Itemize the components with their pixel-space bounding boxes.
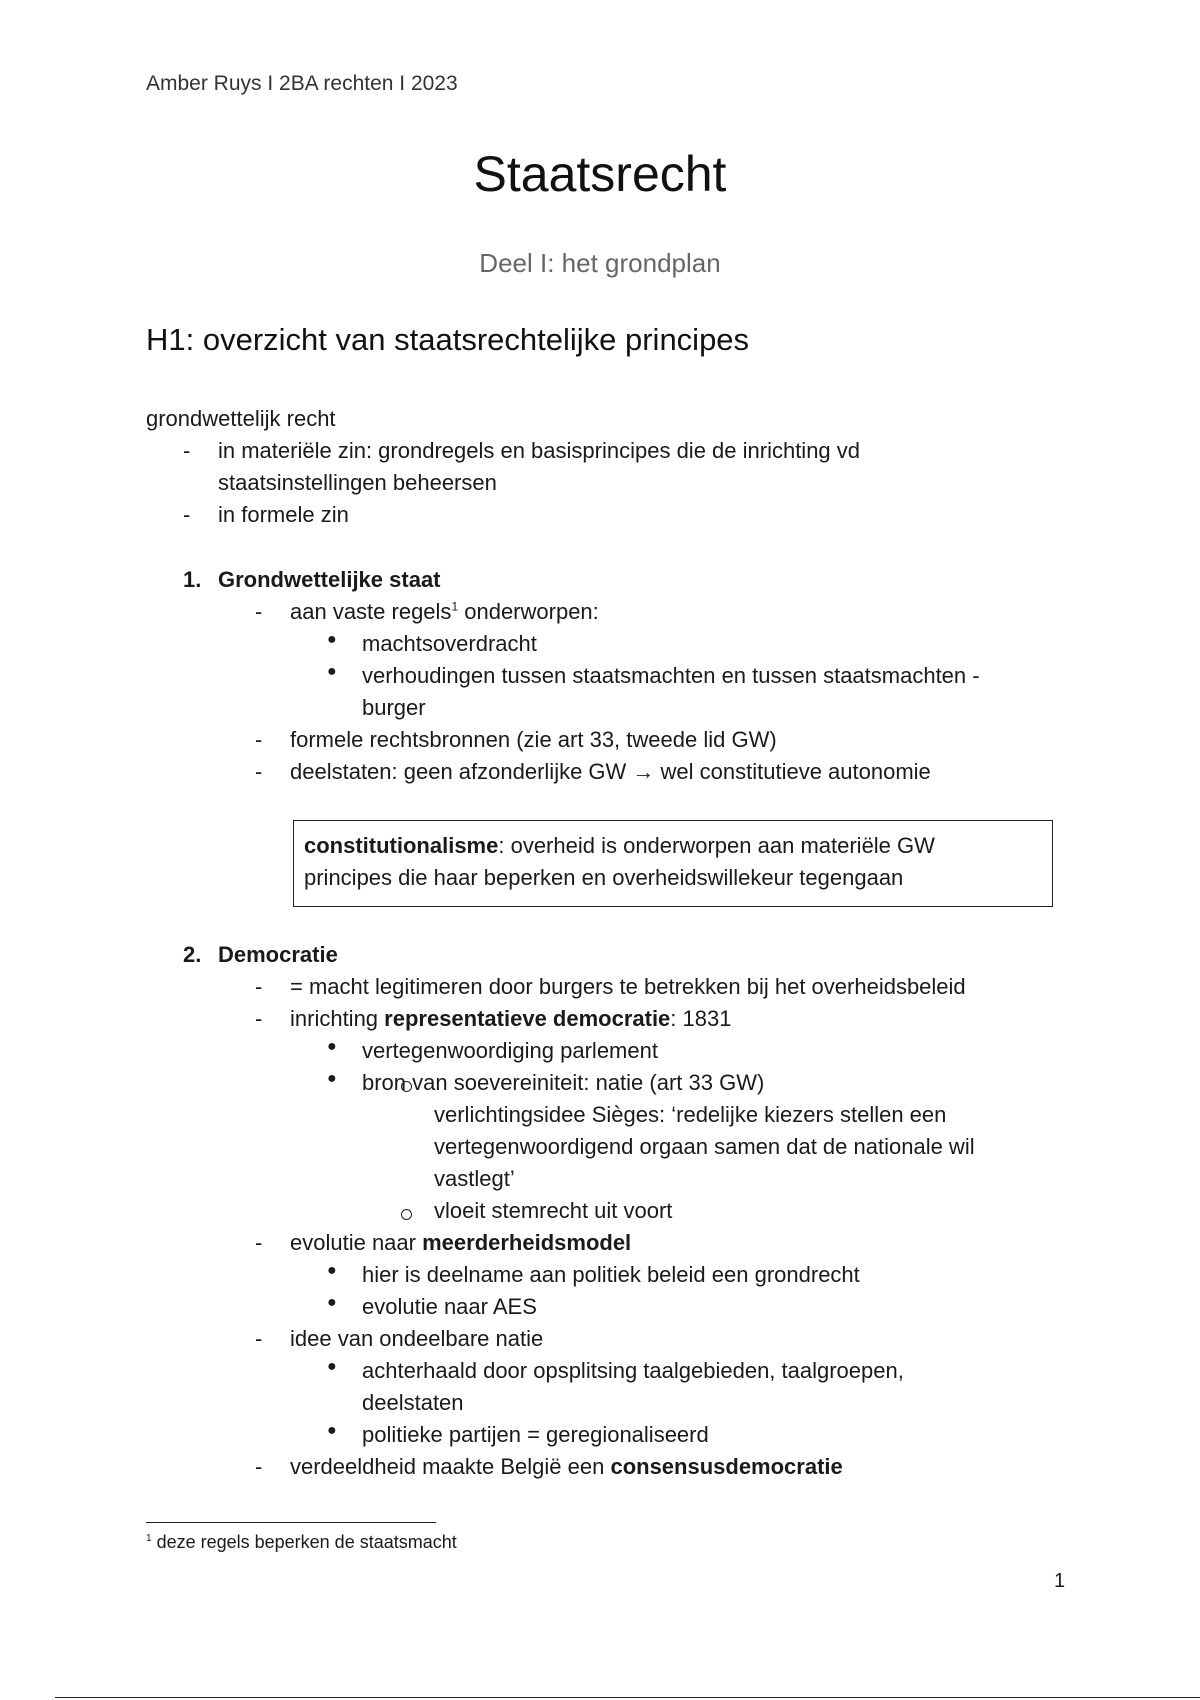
footnote: $^1$ deze regels beperken de staatsmacht	[146, 1532, 457, 1552]
page-bottom-divider	[55, 1697, 1200, 1698]
circle-bullet-icon	[401, 1081, 412, 1092]
dash-bullet: -	[255, 759, 263, 784]
intro-item-materieel: in materiële zin: grondregels en basisprincipes die de inrichting vd	[218, 438, 861, 463]
list-item-meerderheidsmodel: evolutie naar meerderheidsmodel	[290, 1230, 632, 1255]
dash-bullet: -	[255, 1326, 263, 1351]
list-item-verlichtingsidee: verlichtingsidee Sièges: ‘redelijke kiezers stellen een	[434, 1102, 947, 1127]
bullet-icon: ●	[327, 1294, 337, 1311]
document-title: Staatsrecht	[473, 146, 727, 202]
list-item-aes: evolutie naar AES	[362, 1294, 537, 1319]
list-item-consensusdemocratie: verdeeldheid maakte België een consensusdemocratie	[290, 1454, 843, 1479]
section-title-democratie: Democratie	[218, 942, 338, 967]
list-item-grondrecht: hier is deelname aan politiek beleid een grondrecht	[362, 1262, 860, 1287]
list-item-machtsoverdracht: machtsoverdracht	[362, 631, 537, 656]
list-item-opsplitsing-cont: deelstaten	[362, 1390, 464, 1415]
list-item-deelstaten: deelstaten: geen afzonderlijke GW → wel constitutieve autonomie	[290, 759, 931, 784]
bullet-icon: ●	[327, 631, 337, 648]
bullet-icon: ●	[327, 663, 337, 680]
footnote-separator	[146, 1522, 436, 1523]
list-item-rechtsbronnen: formele rechtsbronnen (zie art 33, tweede lid GW)	[290, 727, 777, 752]
dash-bullet: -	[255, 1454, 263, 1479]
list-item-vertegenwoordiging: vertegenwoordiging parlement	[362, 1038, 658, 1063]
dash-bullet: -	[255, 1006, 263, 1031]
page-number: 1	[1054, 1570, 1066, 1592]
definition-line-cont: principes die haar beperken en overheidswillekeur tegengaan	[304, 865, 904, 890]
chapter-heading: H1: overzicht van staatsrechtelijke principes	[146, 322, 750, 357]
intro-item-formeel: in formele zin	[218, 502, 349, 527]
bullet-icon: ●	[327, 1358, 337, 1375]
list-item-verlichtingsidee-cont: vertegenwoordigend orgaan samen dat de nationale wil	[434, 1134, 975, 1159]
bullet-icon: ●	[327, 1070, 337, 1087]
list-item-ondeelbare-natie: idee van ondeelbare natie	[290, 1326, 544, 1351]
definition-term: constitutionalisme	[304, 833, 499, 858]
bullet-icon: ●	[327, 1422, 337, 1439]
intro-item-materieel-cont: staatsinstellingen beheersen	[218, 470, 497, 495]
dash-bullet: -	[183, 502, 191, 527]
definition-line: constitutionalisme: overheid is onderworpen aan materiële GW	[304, 833, 935, 858]
list-item-opsplitsing: achterhaald door opsplitsing taalgebieden, taalgroepen,	[362, 1358, 904, 1383]
definition-box	[293, 820, 1053, 907]
list-item-verlichtingsidee-cont2: vastlegt’	[434, 1166, 515, 1191]
dash-bullet: -	[255, 727, 263, 752]
list-item-soevereiniteit: bron van soevereiniteit: natie (art 33 GW)	[362, 1070, 765, 1095]
footnote-marker: 1	[146, 1533, 152, 1544]
bullet-icon: ●	[327, 1038, 337, 1055]
circle-bullet-icon	[401, 1209, 412, 1220]
list-item-partijen: politieke partijen = geregionaliseerd	[362, 1422, 709, 1447]
document-subtitle: Deel I: het grondplan	[479, 248, 721, 278]
dash-bullet: -	[183, 438, 191, 463]
section-title-grondwettelijke-staat: Grondwettelijke staat	[218, 567, 441, 592]
list-item-stemrecht: vloeit stemrecht uit voort	[434, 1198, 673, 1223]
list-item-verhoudingen: verhoudingen tussen staatsmachten en tussen staatsmachten -	[362, 663, 980, 688]
intro-label: grondwettelijk recht	[146, 406, 336, 431]
dash-bullet: -	[255, 1230, 263, 1255]
list-item-representatieve-democratie: inrichting representatieve democratie: 1831	[290, 1006, 732, 1031]
footnote-reference[interactable]: 1	[451, 599, 459, 614]
bullet-icon: ●	[327, 1262, 337, 1279]
section-number: 1.	[183, 567, 202, 592]
list-item-verhoudingen-cont: burger	[362, 695, 426, 720]
list-item-vaste-regels: aan vaste regels$^1$ onderworpen:	[290, 599, 599, 624]
section-number: 2.	[183, 942, 202, 967]
dash-bullet: -	[255, 599, 263, 624]
author-header: Amber Ruys I 2BA rechten I 2023	[146, 72, 458, 95]
dash-bullet: -	[255, 974, 263, 999]
list-item-macht-legitimeren: = macht legitimeren door burgers te betrekken bij het overheidsbeleid	[290, 974, 966, 999]
